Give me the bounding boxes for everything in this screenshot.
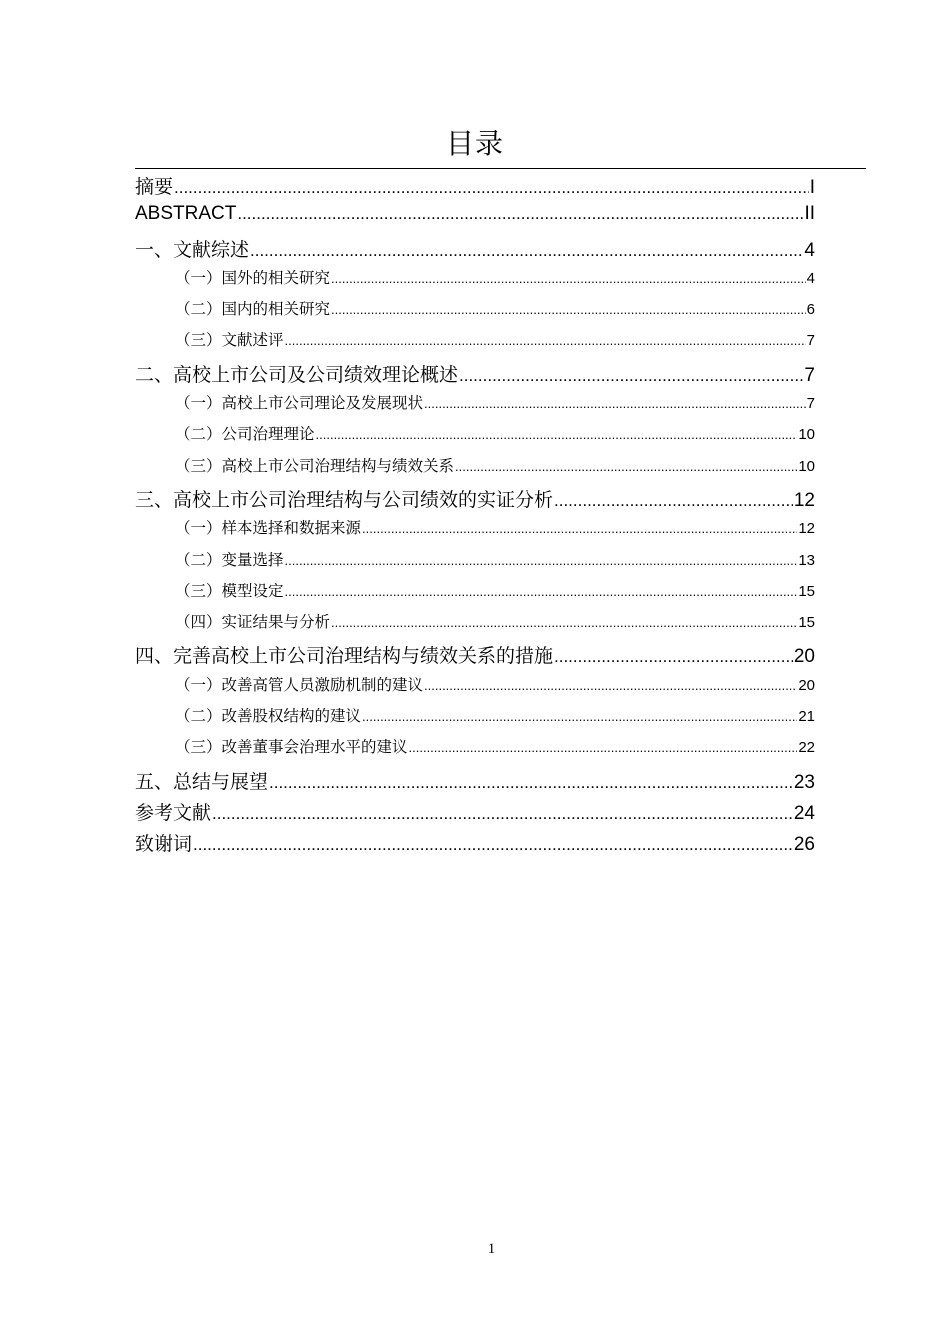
- toc-entry[interactable]: [135, 798, 815, 829]
- toc-entry-page: 23: [793, 771, 815, 793]
- toc-subentry-page: 15: [798, 582, 815, 600]
- toc-subentry-page: 10: [798, 457, 815, 475]
- toc-leader: [285, 553, 798, 568]
- toc-entry-page: II: [804, 203, 815, 225]
- toc-subentry-page: 4: [806, 269, 815, 287]
- toc-subentry-label: （三）文献述评: [175, 331, 284, 350]
- toc-subentry[interactable]: [135, 610, 815, 641]
- toc-leader: [554, 491, 793, 511]
- toc-subentry-label: （三）模型设定: [175, 581, 284, 600]
- toc-subentry-page: 20: [798, 676, 815, 694]
- toc-subentry[interactable]: [135, 516, 815, 547]
- toc-entry[interactable]: [135, 172, 815, 203]
- toc-leader: [285, 333, 806, 348]
- toc-leader: [409, 740, 798, 755]
- toc-subentry-label: （三）改善董事会治理水平的建议: [175, 738, 408, 757]
- toc-subentry[interactable]: [135, 391, 815, 422]
- toc-subentry-label: （一）样本选择和数据来源: [175, 519, 362, 538]
- toc-entry[interactable]: [135, 641, 815, 672]
- toc-leader: [331, 271, 806, 286]
- toc-subentry-page: 10: [798, 426, 815, 444]
- toc-entry-page: 26: [793, 834, 815, 856]
- toc-entry[interactable]: [135, 485, 815, 516]
- toc-subentry-page: 6: [806, 301, 815, 319]
- toc-entry-label: 二、高校上市公司及公司绩效理论概述: [135, 363, 459, 386]
- toc-entry-page: 7: [804, 364, 815, 386]
- toc-subentry-label: （四）实证结果与分析: [175, 613, 331, 632]
- toc-subentry[interactable]: [135, 454, 815, 485]
- toc-subentry[interactable]: [135, 328, 815, 359]
- toc-subentry[interactable]: [135, 673, 815, 704]
- page-number: 1: [487, 1241, 496, 1257]
- toc-subentry-label: （三）高校上市公司治理结构与绩效关系: [175, 456, 455, 475]
- toc-subentry-label: （一）改善高管人员激励机制的建议: [175, 675, 424, 694]
- toc-subentry-label: （一）国外的相关研究: [175, 268, 331, 287]
- toc-subentry[interactable]: [135, 579, 815, 610]
- toc-subentry-label: （二）公司治理理论: [175, 425, 315, 444]
- toc-subentry[interactable]: [135, 422, 815, 453]
- toc-entry-page: 20: [793, 646, 815, 668]
- toc-leader: [237, 204, 803, 224]
- toc-entry[interactable]: [135, 829, 815, 860]
- toc-leader: [193, 835, 793, 855]
- toc-subentry[interactable]: [135, 548, 815, 579]
- toc-entry-page: 4: [804, 239, 815, 261]
- toc-subentry[interactable]: [135, 704, 815, 735]
- toc-entry[interactable]: [135, 767, 815, 798]
- toc-leader: [269, 773, 793, 793]
- toc-subentry-label: （二）变量选择: [175, 550, 284, 569]
- toc-subentry-label: （二）改善股权结构的建议: [175, 707, 362, 726]
- toc-subentry[interactable]: [135, 735, 815, 766]
- toc-leader: [362, 521, 797, 536]
- toc-leader: [554, 647, 793, 667]
- toc-entry[interactable]: [135, 235, 815, 266]
- toc-entry[interactable]: [135, 360, 815, 391]
- toc-entry-label: 三、高校上市公司治理结构与公司绩效的实证分析: [135, 488, 554, 511]
- toc-entry-page: I: [809, 177, 815, 198]
- toc-entry-label: 五、总结与展望: [135, 770, 269, 793]
- toc-subentry-label: （一）高校上市公司理论及发展现状: [175, 394, 424, 413]
- table-of-contents: [135, 172, 815, 861]
- toc-subentry-page: 7: [806, 332, 815, 350]
- toc-leader: [424, 396, 806, 411]
- toc-entry-label: 参考文献: [135, 801, 212, 824]
- toc-leader: [362, 709, 797, 724]
- toc-entry-page: 12: [793, 489, 815, 511]
- toc-entry-label: 四、完善高校上市公司治理结构与绩效关系的措施: [135, 645, 554, 668]
- toc-leader: [285, 584, 798, 599]
- toc-entry-label: 一、文献综述: [135, 238, 250, 261]
- toc-leader: [424, 678, 797, 693]
- toc-leader: [250, 241, 803, 261]
- toc-subentry[interactable]: [135, 266, 815, 297]
- toc-leader: [331, 302, 806, 317]
- toc-leader: [212, 804, 793, 824]
- toc-entry-label: ABSTRACT: [135, 203, 237, 225]
- toc-entry-label: 致谢词: [135, 833, 193, 856]
- toc-leader: [331, 615, 797, 630]
- toc-leader: [459, 366, 803, 386]
- toc-entry[interactable]: [135, 203, 815, 234]
- toc-leader: [316, 427, 798, 442]
- toc-subentry-page: 21: [798, 708, 815, 726]
- toc-leader: [455, 459, 797, 474]
- toc-leader: [174, 178, 809, 198]
- toc-subentry-label: （二）国内的相关研究: [175, 300, 331, 319]
- toc-subentry[interactable]: [135, 297, 815, 328]
- toc-subentry-page: 12: [798, 520, 815, 538]
- toc-subentry-page: 7: [806, 395, 815, 413]
- title-rule: [135, 168, 866, 169]
- toc-entry-page: 24: [793, 802, 815, 824]
- toc-entry-label: 摘要: [135, 176, 174, 198]
- page-title: 目录: [445, 127, 504, 160]
- toc-subentry-page: 15: [798, 614, 815, 632]
- toc-subentry-page: 22: [798, 739, 815, 757]
- toc-subentry-page: 13: [798, 551, 815, 569]
